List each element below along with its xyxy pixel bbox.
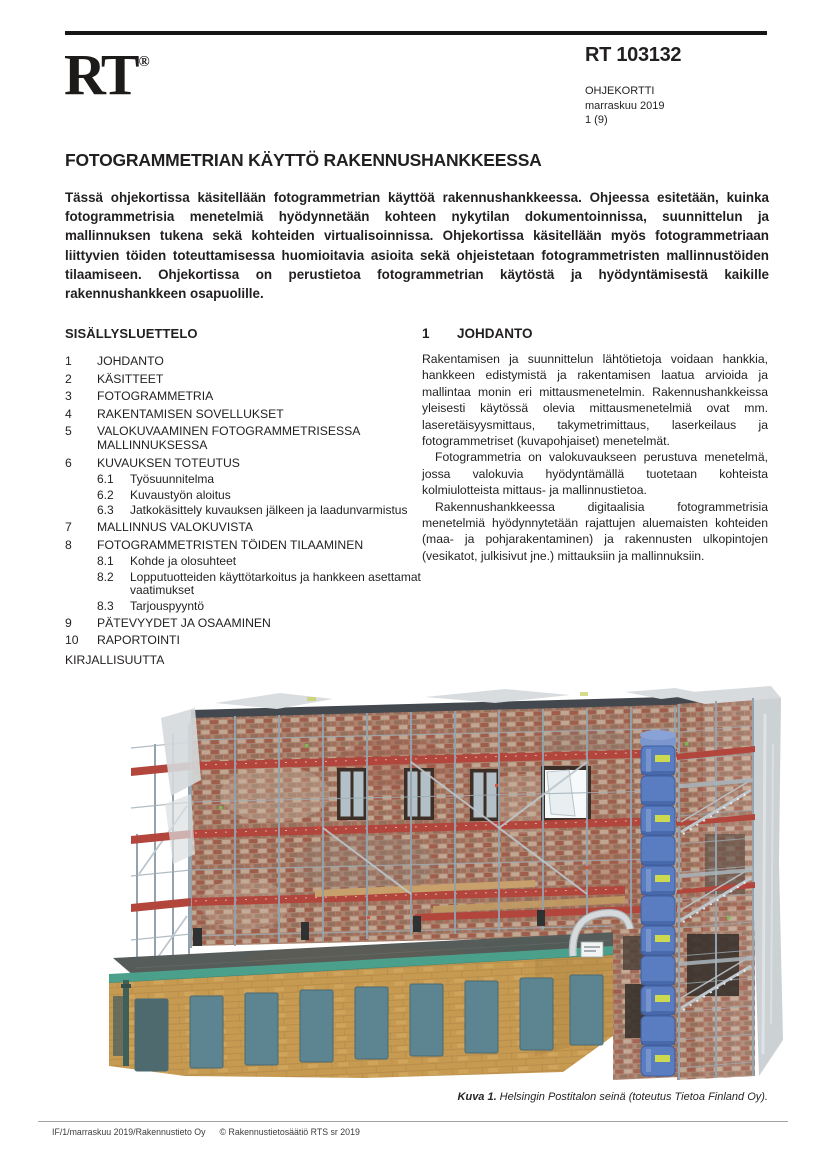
rt-logo xyxy=(64,34,150,107)
figure-1 xyxy=(65,684,787,1088)
toc-item-number: 8.3 xyxy=(97,598,114,613)
toc-list xyxy=(65,354,437,667)
toc-item-label: FOTOGRAMMETRIA xyxy=(97,389,214,403)
doc-type: OHJEKORTTI xyxy=(585,85,655,97)
toc-item-number: 8.2 xyxy=(97,569,114,584)
toc-item xyxy=(65,389,437,403)
section-heading: JOHDANTO xyxy=(457,326,533,341)
toc-item-number: 7 xyxy=(65,520,72,534)
toc-item-number: 5 xyxy=(65,424,72,438)
debris-chute xyxy=(640,730,676,1076)
toc-item xyxy=(97,504,437,518)
toc-item-label: Työsuunnitelma xyxy=(130,472,215,486)
toc-item-number: 8 xyxy=(65,537,72,552)
toc-item-label: Kuvaustyön aloitus xyxy=(130,487,231,502)
toc-item xyxy=(97,600,437,614)
toc-item xyxy=(65,520,437,534)
toc-heading: SISÄLLYSLUETTELO xyxy=(65,326,198,341)
toc-item-label: Kohde ja olosuhteet xyxy=(130,554,237,568)
toc-item-label: RAKENTAMISEN SOVELLUKSET xyxy=(97,406,284,421)
toc-item xyxy=(65,372,437,386)
toc-item-label: KUVAUKSEN TOTEUTUS xyxy=(97,455,240,470)
toc-item-label: KÄSITTEET xyxy=(97,371,164,386)
toc-item-number: 6.1 xyxy=(97,472,114,486)
figure-caption xyxy=(65,1091,768,1103)
toc-item-label: Jatkokäsittely kuvauksen jälkeen ja laadunvarmistus xyxy=(130,503,408,517)
stair-tower xyxy=(665,686,783,1080)
toc-item xyxy=(65,354,437,368)
toc-item xyxy=(65,616,437,630)
toc-item xyxy=(65,456,437,470)
toc-item-label: PÄTEVYYDET JA OSAAMINEN xyxy=(97,615,271,630)
toc-item xyxy=(97,489,437,503)
toc-item-label: RAPORTOINTI xyxy=(97,633,180,647)
section-number: 1 xyxy=(422,326,430,341)
doc-meta xyxy=(585,84,681,128)
body-paragraph: Rakennushankkeessa digitaalisia fotogrammetrisia menetelmiä hyödynnytetään rajattujen aluemaisten kohteiden (maa- ja pohjarakentaminen) ja rakennusten ulkopintojen (vesikatot, julkisivut jne.) mittauksiin ja mallinnuksiin. xyxy=(422,499,768,563)
toc-item xyxy=(65,633,437,647)
body-paragraph: Fotogrammetria on valokuvaukseen perustuva menetelmä, jossa valokuvia hyödyntämällä tuotetaan kohteista kolmiulotteista mittaus- ja mallinnustietoa. xyxy=(422,450,768,498)
toc-item xyxy=(65,407,437,421)
toc-item-label: Tarjouspyyntö xyxy=(130,598,205,613)
rt-logo-text: RT xyxy=(64,42,137,107)
footer-id: IF/1/marraskuu 2019/Rakennustieto Oy xyxy=(52,1127,206,1137)
document-header xyxy=(585,44,681,128)
toc-item xyxy=(65,424,437,452)
toc-item-number: 6 xyxy=(65,455,72,470)
building-photo xyxy=(65,684,787,1088)
toc-item xyxy=(65,653,437,667)
doc-page-indicator: 1 (9) xyxy=(585,114,608,126)
header-rule xyxy=(65,31,767,35)
section-heading-row xyxy=(422,326,768,341)
body-paragraph: Rakentamisen ja suunnittelun lähtötietoja voidaan hankkia, hankkeen edistymistä ja rakentamisen laatua arvioida ja mallintaa monin eri mittausmenetelmin. Rakennushankkeissa yleisesti käytössä olevia mittausmenetelmiä ovat mm. laseretäisyysmittaus, takymetrimittaus, laserkeilaus ja fotogrammetriset (kuvapohjaiset) menetelmät. xyxy=(422,352,768,449)
toc-item-number: 1 xyxy=(65,354,72,368)
toc-item-label: JOHDANTO xyxy=(97,354,164,368)
toc-item-label: KIRJALLISUUTTA xyxy=(65,653,165,667)
toc-item-number: 3 xyxy=(65,389,72,403)
toc-item-number: 6.2 xyxy=(97,487,114,502)
figure-caption-text: Helsingin Postitalon seinä (toteutus Tietoa Finland Oy). xyxy=(499,1091,768,1103)
table-of-contents xyxy=(65,326,437,667)
toc-item-number: 8.1 xyxy=(97,554,114,568)
footer-copyright: © Rakennustietosäätiö RTS sr 2019 xyxy=(219,1127,360,1137)
toc-item xyxy=(97,555,437,569)
toc-item-number: 4 xyxy=(65,406,72,421)
doc-date: marraskuu 2019 xyxy=(585,99,665,112)
toc-item-label: MALLINNUS VALOKUVISTA xyxy=(97,520,253,534)
registered-trademark-icon: ® xyxy=(138,54,150,70)
section-paragraphs xyxy=(422,351,768,564)
toc-item xyxy=(65,538,437,552)
toc-item-label: FOTOGRAMMETRISTEN TÖIDEN TILAAMINEN xyxy=(97,537,364,552)
section-johdanto xyxy=(422,326,768,564)
toc-item xyxy=(97,473,437,487)
toc-item-number: 6.3 xyxy=(97,503,114,517)
toc-item-number: 9 xyxy=(65,615,72,630)
toc-item-number: 2 xyxy=(65,371,72,386)
toc-item xyxy=(97,571,437,598)
footer-rule xyxy=(38,1121,788,1122)
page-title: FOTOGRAMMETRIAN KÄYTTÖ RAKENNUSHANKKEESSA xyxy=(65,150,542,170)
doc-number: RT 103132 xyxy=(585,44,682,66)
figure-caption-label: Kuva 1. xyxy=(457,1091,497,1103)
toc-item-label: VALOKUVAAMINEN FOTOGRAMMETRISESSA MALLINNUKSESSA xyxy=(97,424,360,452)
page-footer xyxy=(52,1127,360,1137)
toc-item-label: Lopputuotteiden käyttötarkoitus ja hankkeen asettamat vaatimukset xyxy=(130,569,421,597)
intro-paragraph: Tässä ohjekortissa käsitellään fotogrammetrian käyttöä rakennushankkeessa. Ohjeessa esitetään, kuinka fotogrammetrisia menetelmiä hyödynnetään kohteen nykytilan dokumentoinnissa, suunnittelun ja mallinnuksen tukena sekä kohteiden virtualisoinnissa. Ohjekortissa käsitellään myös fotogrammetriaan liittyvien töiden toteuttamisessa huomioitavia asioita sekä ohjeistetaan fotogrammetristen mallinnustöiden tilaamiseen. Ohjekortissa on perustietoa fotogrammetrian käytöstä ja hyödyntämisestä kaikille rakennushankkeen osapuolille. xyxy=(65,190,769,302)
toc-item-number: 10 xyxy=(65,633,79,647)
